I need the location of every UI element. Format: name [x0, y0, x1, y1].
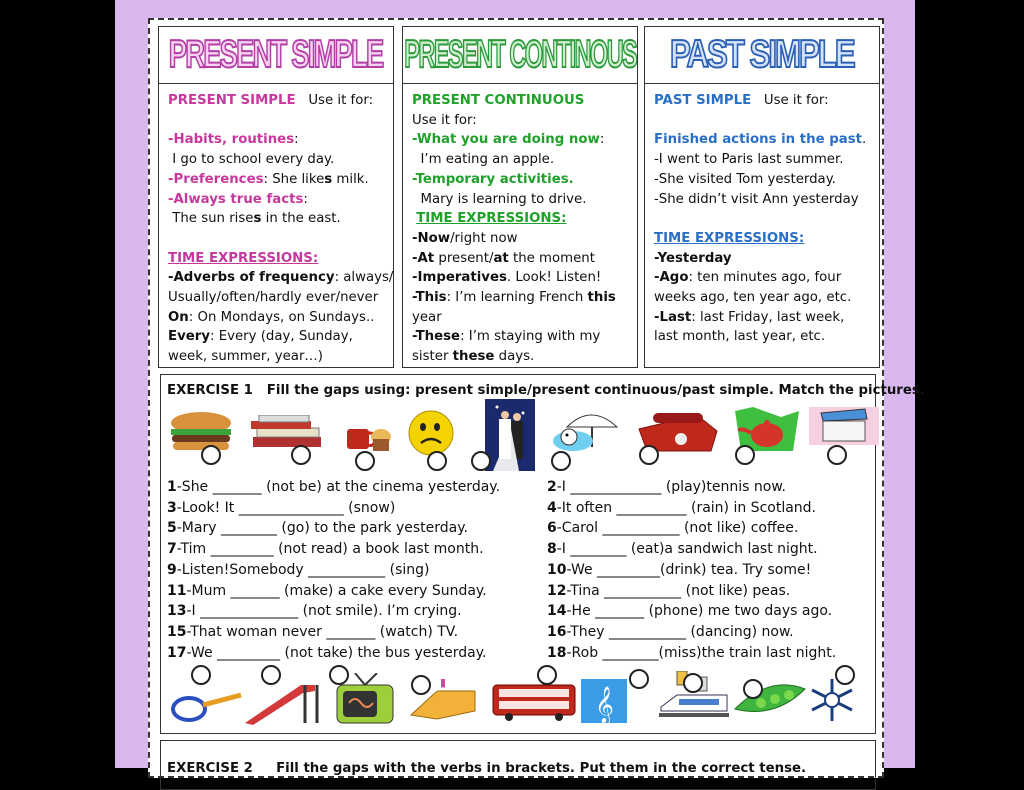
ps-on: On	[168, 309, 189, 325]
past-last-rest2: last month, last year, etc.	[654, 329, 826, 345]
present-continuous-body	[412, 91, 631, 367]
answer-circle[interactable]	[427, 451, 447, 471]
ps-facts-end: in the east.	[261, 211, 341, 227]
pc-year: year	[412, 309, 442, 325]
bottom-pictures-row	[161, 665, 877, 735]
answer-circle[interactable]	[201, 445, 221, 465]
present-simple-title: PRESENT SIMPLE	[169, 33, 383, 76]
answer-circle[interactable]	[639, 445, 659, 465]
present-simple-header	[159, 27, 393, 84]
present-continuous-header	[403, 27, 637, 84]
pc-sister: sister	[412, 349, 453, 365]
answer-circle[interactable]	[191, 665, 211, 685]
sentence-9: 9-Listen!Somebody ___________ (sing)	[167, 561, 430, 578]
ps-facts: -Always true facts	[168, 191, 304, 207]
pc-at-rest: the moment	[508, 250, 595, 266]
answer-circle[interactable]	[329, 665, 349, 685]
answer-circle[interactable]	[355, 451, 375, 471]
exercise-2-label: EXERCISE 2	[167, 761, 253, 776]
past-ago-rest: : ten minutes ago, four	[688, 270, 842, 286]
past-example-3: -She didn’t visit Ann yesterday	[654, 191, 859, 207]
pc-imperatives-rest: . Look! Listen!	[506, 270, 602, 286]
exercise-2-box	[160, 740, 876, 790]
ps-facts-example: The sun rise	[172, 211, 254, 227]
sentence-10: 10-We _________(drink) tea. Try some!	[547, 561, 812, 578]
ps-colon2: :	[303, 191, 308, 207]
umbrella-rain-icon	[549, 407, 623, 457]
pc-these: -These	[412, 329, 461, 345]
present-continuous-column	[402, 26, 638, 368]
ps-pref-end: milk.	[332, 171, 369, 187]
past-time-expressions: TIME EXPRESSIONS:	[654, 230, 805, 246]
coffee-cupcake-icon	[345, 419, 393, 455]
past-ago-rest2: weeks ago, ten year ago, etc.	[654, 290, 852, 306]
pc-now-rest: /right now	[450, 230, 518, 246]
sentence-2: 2-I _____________ (play)tennis now.	[547, 479, 786, 495]
ps-adverbs: -Adverbs of frequency	[168, 270, 335, 286]
sentence-6: 6-Carol ___________ (not like) coffee.	[547, 520, 799, 537]
pc-this: -This	[412, 290, 447, 306]
past-simple-column	[644, 26, 880, 368]
books-icon	[249, 415, 325, 453]
hamburger-icon	[167, 411, 235, 453]
exercise-1-label: EXERCISE 1	[167, 383, 253, 398]
ps-adverbs-list: Usually/often/hardly ever/never	[168, 290, 379, 306]
ps-on-rest: : On Mondays, on Sundays..	[188, 309, 375, 325]
pc-temporary-example: Mary is learning to drive.	[420, 191, 587, 207]
sentence-15: 15-That woman never _______ (watch) TV.	[167, 623, 459, 640]
past-yesterday: -Yesterday	[654, 250, 732, 266]
pc-time-expressions: TIME EXPRESSIONS:	[416, 211, 567, 227]
ps-pref-example: : She like	[263, 171, 325, 187]
sentence-5: 5-Mary ________ (go) to the park yesterday.	[167, 520, 468, 537]
sentence-16: 16-They ___________ (dancing) now.	[547, 623, 794, 640]
exercise-2-title	[167, 761, 806, 776]
sentence-8: 8-I ________ (eat)a sandwich last night.	[547, 541, 818, 558]
music-note-icon	[581, 679, 627, 723]
answer-circle[interactable]	[735, 445, 755, 465]
pc-subtitle: PRESENT CONTINUOUS	[412, 93, 585, 108]
ps-preferences: -Preferences	[168, 171, 264, 187]
past-finished-actions: Finished actions in the past	[654, 132, 863, 148]
ps-use-label: Use it for:	[308, 93, 374, 108]
ps-every: Every	[168, 329, 210, 345]
clapperboard-icon	[809, 407, 879, 445]
pc-temporary: -Temporary activities.	[412, 171, 574, 187]
sentence-11: 11-Mum _______ (make) a cake every Sunday.	[167, 582, 487, 599]
ps-adverbs-rest: : always/	[334, 270, 394, 286]
past-dot: .	[862, 132, 867, 148]
exercise-2-instruction: Fill the gaps with the verbs in brackets. Put them in the correct tense.	[276, 761, 807, 776]
answer-circle[interactable]	[743, 679, 763, 699]
svg-text:𝄞: 𝄞	[595, 685, 614, 723]
answer-circle[interactable]	[551, 451, 571, 471]
pc-doing-example: I’m eating an apple.	[420, 152, 555, 168]
answer-circle[interactable]	[471, 451, 491, 471]
pc-now: -Now	[412, 230, 451, 246]
sentence-3: 3-Look! It _______________ (snow)	[167, 499, 396, 516]
past-example-1: -I went to Paris last summer.	[654, 152, 844, 168]
present-simple-body	[168, 91, 394, 367]
past-simple-header	[645, 27, 879, 84]
past-example-2: -She visited Tom yesterday.	[654, 171, 836, 187]
pc-these2: these	[452, 349, 495, 365]
past-simple-title: PAST SIMPLE	[670, 33, 854, 76]
pc-use-label: Use it for:	[412, 112, 477, 128]
exercise-1-title	[167, 383, 925, 398]
sentence-4: 4-It often __________ (rain) in Scotland.	[547, 499, 816, 516]
ps-habits-example: I go to school every day.	[172, 152, 335, 168]
answer-circle[interactable]	[261, 665, 281, 685]
sentence-17: 17-We _________ (not take) the bus yesterday.	[167, 644, 487, 661]
top-pictures-row	[161, 403, 877, 473]
past-use-label: Use it for:	[763, 93, 829, 108]
exercise-1-instruction: Fill the gaps using: present simple/present continuous/past simple. Match the pictures.	[266, 383, 925, 398]
sentence-12: 12-Tina ___________ (not like) peas.	[547, 582, 791, 599]
ps-subtitle: PRESENT SIMPLE	[168, 93, 296, 108]
sentence-18: 18-Rob ________(miss)the train last night.	[547, 644, 837, 661]
ps-habits: -Habits, routines	[168, 132, 295, 148]
present-simple-column	[158, 26, 394, 368]
pc-at2: at	[493, 250, 509, 266]
past-ago: -Ago	[654, 270, 689, 286]
ps-every-rest: : Every (day, Sunday,	[210, 329, 353, 345]
present-continuous-title: PRESENT CONTINOUS	[404, 33, 636, 76]
past-last-rest: : last Friday, last week,	[691, 309, 845, 325]
past-subtitle: PAST SIMPLE	[654, 93, 752, 108]
ps-every-rest2: week, summer, year…)	[168, 349, 323, 365]
past-simple-body	[654, 91, 873, 347]
sad-face-icon	[405, 409, 461, 457]
wedding-couple-icon	[485, 399, 535, 471]
pc-this2: this	[587, 290, 616, 306]
sentence-13: 13-I ______________ (not smile). I’m crying.	[167, 603, 462, 620]
sentence-14: 14-He _______ (phone) me two days ago.	[547, 603, 833, 620]
pc-doing-now: -What you are doing now	[412, 132, 600, 148]
pc-imperatives: -Imperatives	[412, 270, 507, 286]
sentence-1: 1-She _______ (not be) at the cinema yesterday.	[167, 479, 501, 495]
past-last: -Last	[654, 309, 692, 325]
answer-circle[interactable]	[629, 669, 649, 689]
tennis-racket-icon	[169, 689, 245, 723]
ps-time-expressions: TIME EXPRESSIONS:	[168, 250, 319, 266]
ps-facts-s: s	[253, 211, 262, 227]
pc-this-rest: : I’m learning French	[446, 290, 588, 306]
ps-pref-s: s	[324, 171, 333, 187]
answer-circle[interactable]	[291, 445, 311, 465]
ps-colon: :	[294, 132, 299, 148]
answer-circle[interactable]	[411, 675, 431, 695]
answer-circle[interactable]	[683, 673, 703, 693]
pc-these-rest: : I’m staying with my	[460, 329, 601, 345]
pc-at-mid: present/	[434, 250, 494, 266]
answer-circle[interactable]	[835, 665, 855, 685]
sentence-7: 7-Tim _________ (not read) a book last month.	[167, 541, 484, 558]
answer-circle[interactable]	[537, 665, 557, 685]
exercise-1-box	[160, 374, 925, 734]
bus-icon	[491, 681, 577, 721]
pc-colon: :	[599, 132, 605, 148]
pc-at: -At	[412, 250, 435, 266]
slide-icon	[241, 679, 321, 725]
pc-days: days.	[494, 349, 535, 365]
answer-circle[interactable]	[827, 445, 847, 465]
worksheet-page	[148, 18, 925, 778]
